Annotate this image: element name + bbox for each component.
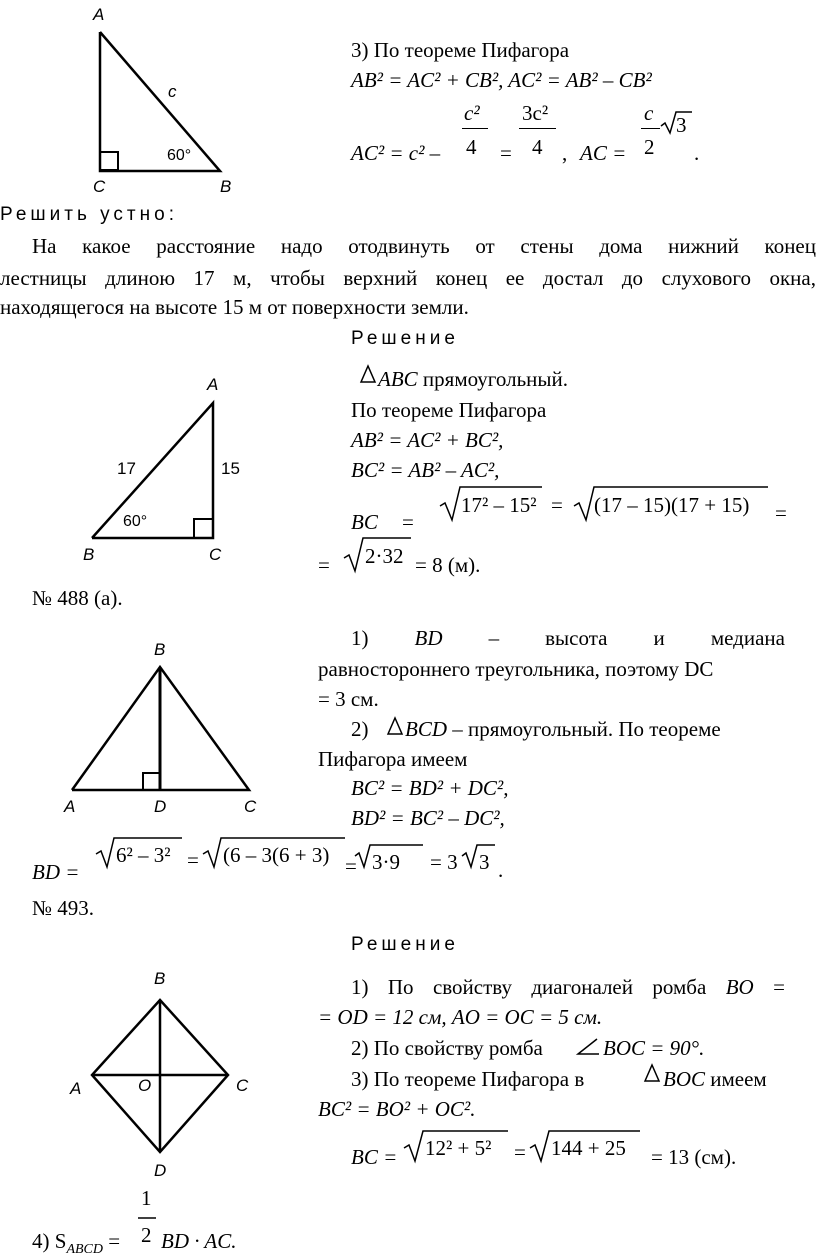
radicand-1: 12² + 5² — [425, 1136, 492, 1160]
vertex-label-d: D — [154, 797, 167, 816]
vertex-label-b: B — [83, 545, 95, 564]
p493-step-3: 3) По теореме Пифагора в — [351, 1067, 585, 1091]
fraction-numerator: 1 — [141, 1186, 152, 1210]
equals-sign: = — [514, 1140, 526, 1164]
sqrt-radicand: 3 — [676, 113, 687, 137]
fraction-2-numerator: 3c² — [522, 101, 549, 125]
p493-step-3-tri: BOC имеем — [663, 1067, 767, 1091]
bc-label: BC = — [351, 1145, 398, 1169]
fraction-1-numerator: c² — [464, 101, 480, 125]
side-label-17: 17 — [117, 459, 136, 478]
p488-equation-1: BC² = BD² + DC², — [351, 776, 509, 800]
oral-task-title: Решить устно: — [0, 204, 178, 225]
result: = 13 (см). — [651, 1145, 737, 1169]
p488-step-2-text: BCD – прямоугольный. По теореме — [405, 717, 721, 741]
p488-step-1-line-1: 1) BD – высота и медиана — [351, 626, 785, 650]
p493-step-2: 2) По свойству ромба — [351, 1036, 543, 1060]
radicand-2: 144 + 25 — [551, 1136, 626, 1160]
vertex-label-b: B — [154, 969, 166, 988]
area-formula: 4) $S_{ABCD}$ = — [32, 1229, 121, 1257]
fraction-3-numerator: c — [644, 101, 654, 125]
p488-equation-2: BD² = BC² – DC², — [351, 806, 505, 830]
vertex-label-a: A — [70, 1079, 82, 1098]
vertex-label-c: C — [244, 797, 257, 816]
equation-ab: AB² = AC² + BC², — [351, 428, 504, 452]
equals-sign: = — [318, 553, 330, 577]
vertex-label-a: A — [64, 797, 76, 816]
fraction-2-denominator: 4 — [532, 135, 543, 159]
radicand-2: (6 – 3(6 + 3) — [223, 843, 330, 867]
ac-squared-lhs: AC² = c² – — [351, 141, 441, 165]
p493-step-2-angle: BOC = 90°. — [603, 1036, 705, 1060]
radicand-1: 6² – 3² — [116, 843, 171, 867]
side-label-15: 15 — [221, 459, 240, 478]
center-label-o: O — [138, 1076, 152, 1095]
vertex-label-c: C — [236, 1076, 249, 1095]
p493-step-1-line-1: 1) По свойству диагоналей ромба BO = — [351, 975, 785, 999]
angle-symbol — [578, 1039, 599, 1054]
pythagoras-text: По теореме Пифагора — [351, 398, 547, 422]
period: . — [498, 858, 504, 882]
radicand-3: 2·32 — [365, 544, 404, 568]
area-formula-rhs: BD · AC. — [161, 1229, 237, 1253]
p488-step-2-line-2: Пифагора имеем — [318, 747, 468, 771]
oral-task-line-3: находящегося на высоте 15 м от поверхности земли. — [0, 295, 469, 319]
equals-sign: = — [345, 854, 357, 878]
bd-label: BD = — [32, 860, 80, 884]
side-label-c: c — [168, 82, 177, 101]
solution-title: Решение — [351, 328, 459, 349]
vertex-label-a: A — [93, 5, 105, 24]
radicand-2: (17 – 15)(17 + 15) — [594, 493, 750, 517]
fraction-denominator: 2 — [141, 1223, 152, 1247]
solution-title: Решение — [351, 934, 459, 955]
equals-sign: = — [187, 848, 199, 872]
period: . — [694, 141, 700, 165]
pythagoras-heading: 3) По теореме Пифагора — [351, 38, 570, 62]
problem-488-title: № 488 (а). — [32, 586, 123, 610]
equals-sign: = — [500, 141, 512, 165]
angle-label: 60° — [123, 513, 148, 530]
radicand-3: 3·9 — [372, 850, 400, 874]
angle-label: 60° — [167, 147, 192, 164]
oral-task-line-1: На какое расстояние надо отодвинуть от стены дома нижний конец — [32, 234, 816, 258]
vertex-label-c: C — [93, 177, 106, 196]
comma: , — [562, 141, 568, 165]
result: = 8 (м). — [415, 553, 481, 577]
fraction-1-denominator: 4 — [466, 135, 477, 159]
equals-three: = 3 — [430, 850, 458, 874]
equals-sign: = — [551, 493, 563, 517]
equals-sign: = — [402, 510, 414, 534]
right-triangle-statement: ABC прямоугольный. — [378, 367, 569, 391]
fraction-3-denominator: 2 — [644, 135, 655, 159]
vertex-label-a: A — [207, 375, 219, 394]
problem-493-title: № 493. — [32, 896, 95, 920]
equation-bc: BC² = AB² – AC², — [351, 458, 500, 482]
pythagoras-equation: AB² = AC² + CB², AC² = AB² – CB² — [351, 68, 652, 92]
vertex-label-b: B — [154, 640, 166, 659]
vertex-label-b: B — [220, 177, 232, 196]
ac-equals: AC = — [580, 141, 627, 165]
bc-label: BC — [351, 510, 378, 534]
radicand-1: 17² – 15² — [461, 493, 537, 517]
vertex-label-d: D — [154, 1161, 167, 1180]
p488-step-2: 2) — [351, 717, 369, 741]
p488-step-1-line-2: равностороннего треугольника, поэтому DC — [318, 657, 714, 681]
equals-sign: = — [775, 501, 787, 525]
vertex-label-c: C — [209, 545, 222, 564]
oral-task-line-2: лестницы длиною 17 м, чтобы верхний конец ее достал до слухового окна, — [0, 266, 816, 290]
p488-step-1-line-3: = 3 см. — [318, 687, 379, 711]
p493-step-3-line-2: BC² = BO² + OC². — [318, 1097, 476, 1121]
p493-step-1-line-2: = OD = 12 см, AO = OC = 5 см. — [318, 1005, 603, 1029]
radicand-4: 3 — [479, 850, 490, 874]
